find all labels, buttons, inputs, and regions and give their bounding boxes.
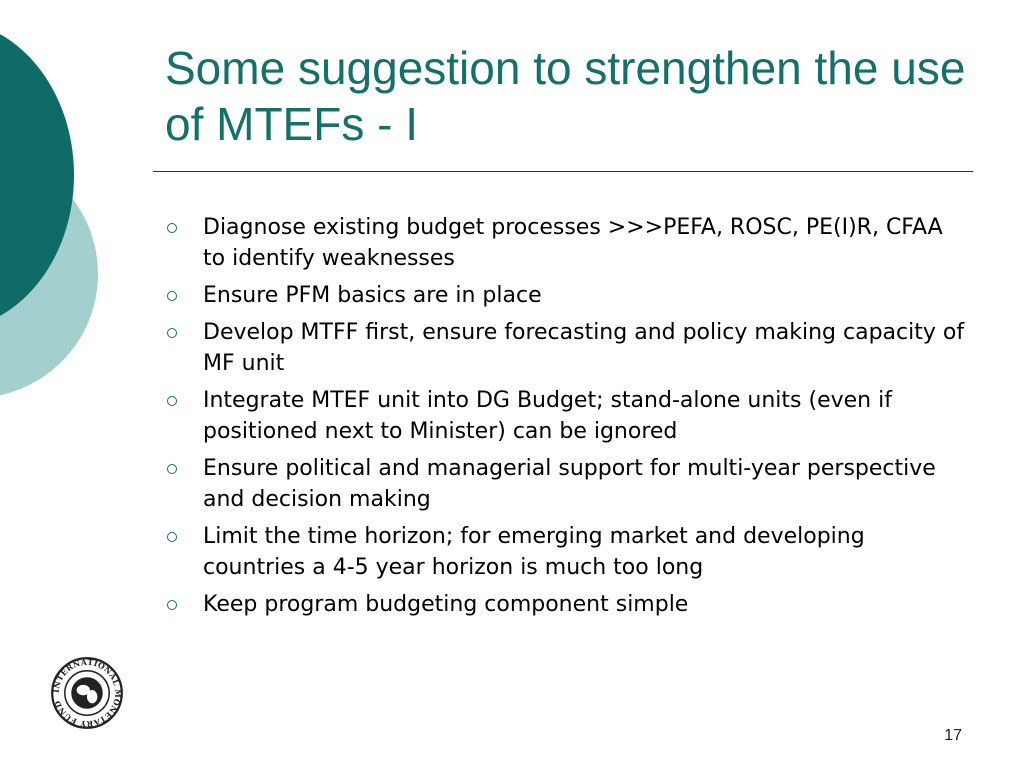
bullet-text: Limit the time horizon; for emerging market and developing countries a 4-5 year horizon is much too long xyxy=(203,524,865,580)
seal-text: INTERNATIONAL MONETARY FUND xyxy=(51,657,123,729)
bullet-item xyxy=(165,280,965,311)
bullet-item xyxy=(165,521,965,583)
bullet-circle-icon xyxy=(167,291,177,301)
bullet-circle-icon xyxy=(167,328,177,338)
bullet-list xyxy=(165,212,965,626)
imf-seal-icon xyxy=(50,656,124,730)
bullet-circle-icon xyxy=(167,464,177,474)
bullet-text: Diagnose existing budget processes >>>PEFA, ROSC, PE(I)R, CFAA to identify weaknesses xyxy=(203,215,943,271)
bullet-text: Integrate MTEF unit into DG Budget; stand-alone units (even if positioned next to Minister) can be ignored xyxy=(203,388,892,444)
title-divider xyxy=(153,171,973,172)
bullet-item xyxy=(165,589,965,620)
bullet-circle-icon xyxy=(167,223,177,233)
page-number: 17 xyxy=(944,727,962,744)
bullet-circle-icon xyxy=(167,396,177,406)
bullet-item xyxy=(165,317,965,379)
bullet-circle-icon xyxy=(167,600,177,610)
bullet-text: Ensure political and managerial support for multi-year perspective and decision making xyxy=(203,456,936,512)
bullet-text: Develop MTFF first, ensure forecasting and policy making capacity of MF unit xyxy=(203,320,965,376)
bullet-item xyxy=(165,212,965,274)
bullet-text: Ensure PFM basics are in place xyxy=(203,283,542,308)
slide-title: Some suggestion to strengthen the use of MTEFs - I xyxy=(165,42,966,150)
bullet-item xyxy=(165,453,965,515)
bullet-item xyxy=(165,385,965,447)
bullet-circle-icon xyxy=(167,532,177,542)
bullet-text: Keep program budgeting component simple xyxy=(203,592,689,617)
